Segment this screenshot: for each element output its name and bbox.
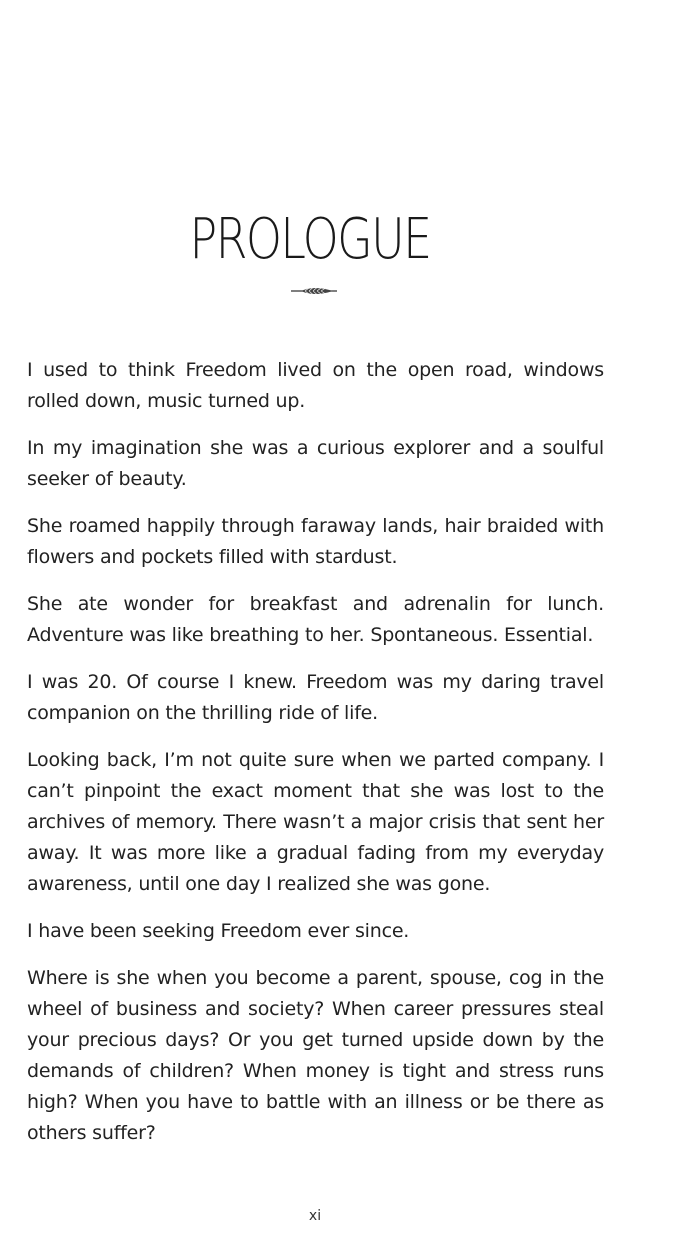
page-number: xi [308,1208,322,1224]
prologue-body [27,355,604,1165]
paragraph-3: She roamed happily through faraway lands, hair braided with flowers and pockets filled with stardust. [27,515,604,568]
feather-ornament-icon [289,286,339,296]
paragraph-1: I used to think Freedom lived on the open road, windows rolled down, music turned up. [27,359,604,412]
paragraph-4: She ate wonder for breakfast and adrenalin for lunch. Adventure was like breathing to her. Spontaneous. Essential. [27,593,604,646]
chapter-title: PROLOGUE [189,207,431,272]
paragraph-6: Looking back, I’m not quite sure when we parted company. I can’t pinpoint the exact moment that she was lost to the archives of memory. There wasn’t a major crisis that sent her away. It was more like a gradual fading from my everyday awareness, until one day I realized she was gone. [27,749,604,895]
paragraph-8: Where is she when you become a parent, spouse, cog in the wheel of business and society? When career pressures steal your precious days? Or you get turned upside down by the demands of children? When money is tight and stress runs high? When you have to battle with an illness or be there as others suffer? [27,967,604,1144]
paragraph-7: I have been seeking Freedom ever since. [27,920,410,942]
paragraph-2: In my imagination she was a curious explorer and a soulful seeker of beauty. [27,437,604,490]
paragraph-5: I was 20. Of course I knew. Freedom was my daring travel companion on the thrilling ride of life. [27,671,604,724]
